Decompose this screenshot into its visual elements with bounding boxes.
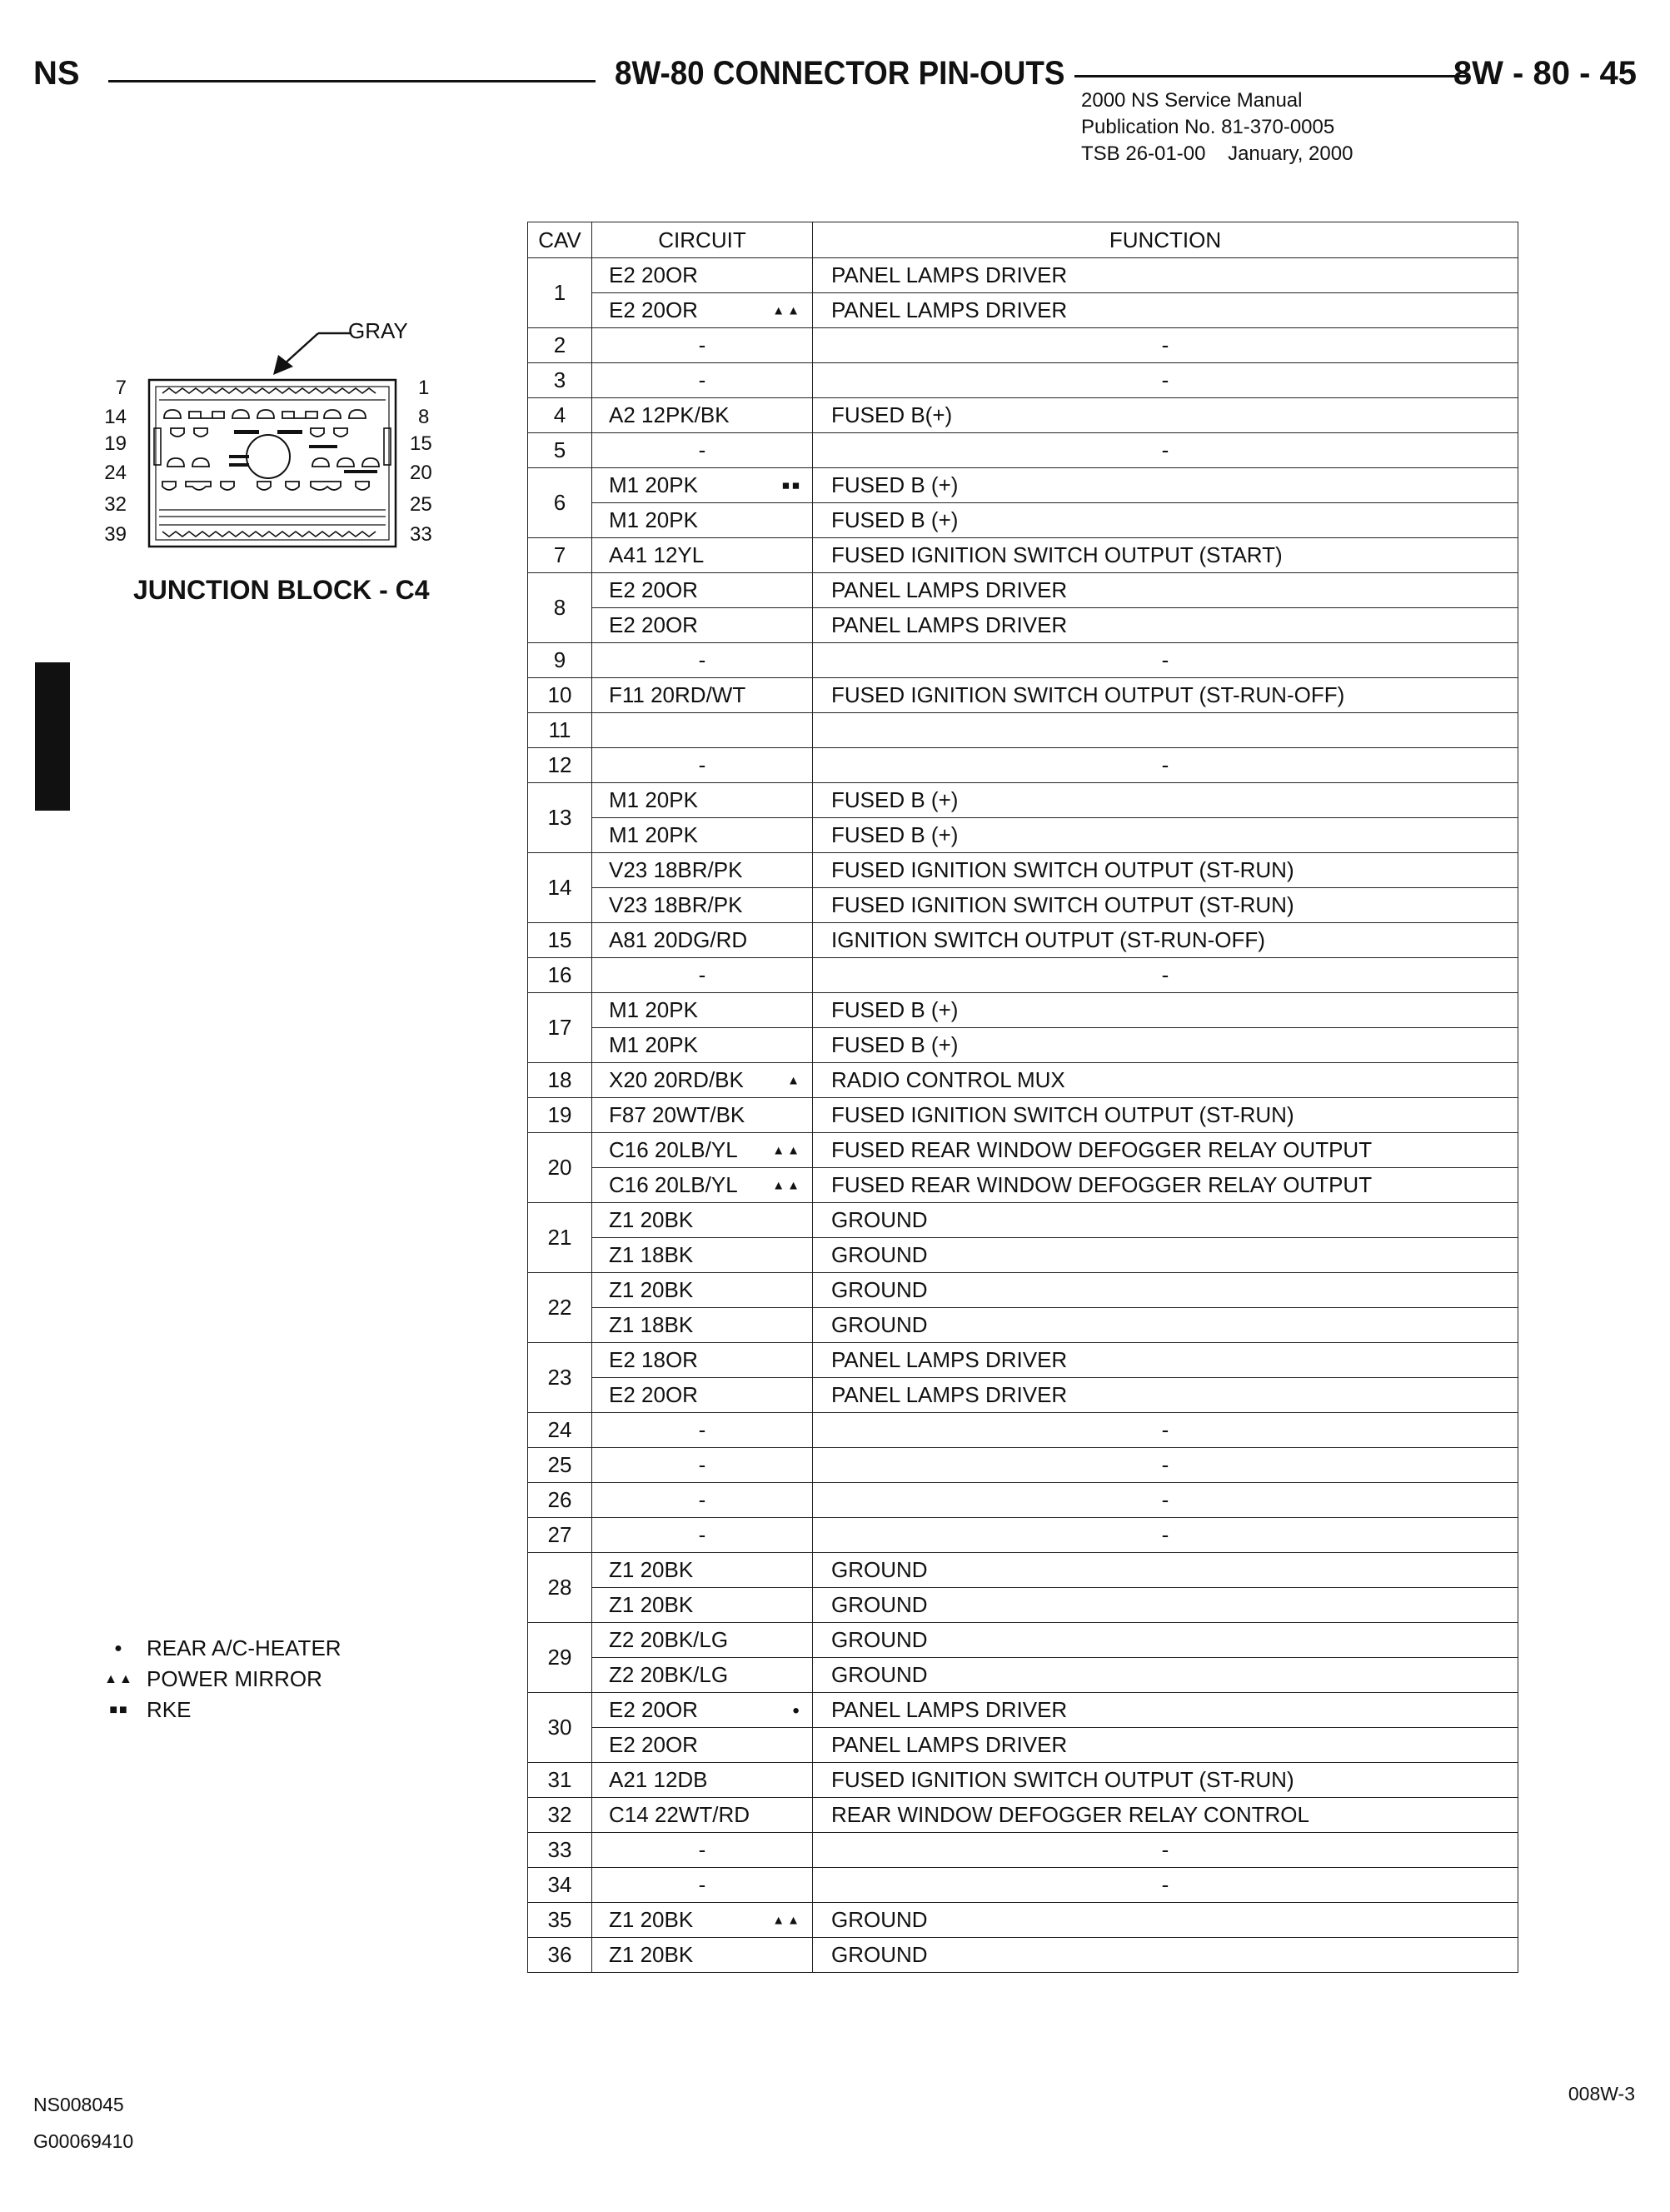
cavity-number: 5 — [528, 433, 592, 468]
cavity-number: 8 — [528, 573, 592, 643]
circuit-code: M1 20PK — [609, 472, 698, 497]
circuit-code: - — [698, 647, 706, 672]
table-row — [528, 573, 1518, 608]
cavity-number: 28 — [528, 1553, 592, 1623]
function-cell: REAR WINDOW DEFOGGER RELAY CONTROL — [813, 1798, 1518, 1833]
circuit-cell — [592, 1308, 813, 1343]
circuit-cell — [592, 1168, 813, 1203]
pin-number: 15 — [410, 432, 432, 455]
circuit-cell — [592, 1623, 813, 1658]
circuit-cell — [592, 1868, 813, 1903]
cavity-number: 25 — [528, 1448, 592, 1483]
circuit-cell — [592, 538, 813, 573]
function-cell: - — [813, 958, 1518, 993]
color-pointer-arrow — [267, 317, 358, 379]
circuit-code: Z1 20BK — [609, 1277, 694, 1302]
cavity-number: 26 — [528, 1483, 592, 1518]
circuit-cell — [592, 1658, 813, 1693]
function-cell: GROUND — [813, 1938, 1518, 1973]
circuit-code: - — [698, 1452, 706, 1477]
circuit-code: - — [698, 1837, 706, 1862]
table-row — [528, 783, 1518, 818]
function-cell: - — [813, 1413, 1518, 1448]
circuit-cell — [592, 468, 813, 503]
circuit-code: E2 20OR — [609, 612, 698, 637]
option-marker-icon: ▲▲ — [772, 303, 802, 317]
circuit-cell — [592, 608, 813, 643]
pub-line: TSB 26-01-00 January, 2000 — [1081, 142, 1353, 165]
table-row — [528, 293, 1518, 328]
circuit-cell — [592, 1798, 813, 1833]
column-header-circuit: CIRCUIT — [592, 222, 813, 258]
circuit-cell — [592, 783, 813, 818]
function-cell: FUSED B (+) — [813, 1028, 1518, 1063]
circuit-cell — [592, 1833, 813, 1868]
function-cell: GROUND — [813, 1903, 1518, 1938]
circuit-code: M1 20PK — [609, 822, 698, 847]
circuit-code: V23 18BR/PK — [609, 857, 743, 882]
function-cell: GROUND — [813, 1238, 1518, 1273]
header-rule-left — [108, 80, 596, 82]
circuit-cell — [592, 643, 813, 678]
doc-code: NS008045 — [33, 2094, 124, 2115]
table-row — [528, 1623, 1518, 1658]
function-cell: FUSED IGNITION SWITCH OUTPUT (ST-RUN) — [813, 888, 1518, 923]
circuit-code: A81 20DG/RD — [609, 927, 748, 952]
table-row — [528, 468, 1518, 503]
table-row — [528, 1203, 1518, 1238]
function-cell: - — [813, 433, 1518, 468]
function-cell: FUSED B (+) — [813, 468, 1518, 503]
circuit-code: C14 22WT/RD — [609, 1802, 750, 1827]
circuit-code: F87 20WT/BK — [609, 1102, 745, 1127]
circuit-cell — [592, 1518, 813, 1553]
circuit-cell — [592, 1553, 813, 1588]
circuit-code: - — [698, 1522, 706, 1547]
table-row — [528, 1728, 1518, 1763]
circuit-cell — [592, 503, 813, 538]
circuit-cell — [592, 993, 813, 1028]
circuit-cell — [592, 1378, 813, 1413]
section-code: NS — [33, 55, 80, 92]
circuit-code: Z1 20BK — [609, 1592, 694, 1617]
circuit-code: F11 20RD/WT — [609, 682, 746, 707]
table-row — [528, 1588, 1518, 1623]
pin-number: 20 — [410, 462, 432, 484]
function-cell: - — [813, 748, 1518, 783]
option-marker-icon: ▲▲ — [772, 1178, 802, 1192]
table-row — [528, 1693, 1518, 1728]
table-row — [528, 1903, 1518, 1938]
table-row — [528, 1868, 1518, 1903]
page-title: 8W-80 CONNECTOR PIN-OUTS — [615, 55, 1065, 92]
circuit-cell — [592, 1133, 813, 1168]
legend-item — [100, 1695, 341, 1725]
table-row — [528, 1133, 1518, 1168]
cavity-number: 12 — [528, 748, 592, 783]
function-cell: - — [813, 1868, 1518, 1903]
function-cell: GROUND — [813, 1273, 1518, 1308]
circuit-code: A21 12DB — [609, 1767, 708, 1792]
circuit-code: - — [698, 962, 706, 987]
cavity-number: 16 — [528, 958, 592, 993]
function-cell: FUSED B (+) — [813, 818, 1518, 853]
table-row — [528, 958, 1518, 993]
function-cell: - — [813, 1518, 1518, 1553]
cavity-number: 6 — [528, 468, 592, 538]
function-cell: - — [813, 1833, 1518, 1868]
circuit-code: M1 20PK — [609, 507, 698, 532]
cavity-number: 22 — [528, 1273, 592, 1343]
circuit-cell — [592, 328, 813, 363]
circuit-code: Z2 20BK/LG — [609, 1662, 729, 1687]
table-row — [528, 538, 1518, 573]
option-marker-icon: ▲▲ — [772, 1143, 802, 1157]
circuit-cell — [592, 1483, 813, 1518]
function-cell: RADIO CONTROL MUX — [813, 1063, 1518, 1098]
circuit-code: E2 20OR — [609, 262, 698, 287]
circuit-code: E2 20OR — [609, 1382, 698, 1407]
circuit-cell — [592, 1938, 813, 1973]
function-cell: GROUND — [813, 1658, 1518, 1693]
function-cell: FUSED IGNITION SWITCH OUTPUT (START) — [813, 538, 1518, 573]
circuit-code: X20 20RD/BK — [609, 1067, 744, 1092]
table-row — [528, 1343, 1518, 1378]
option-marker-icon: ● — [791, 1703, 802, 1717]
circuit-code: Z2 20BK/LG — [609, 1627, 729, 1652]
circuit-cell — [592, 1693, 813, 1728]
section-tab-marker — [35, 662, 70, 811]
cavity-number: 33 — [528, 1833, 592, 1868]
cavity-number: 24 — [528, 1413, 592, 1448]
cavity-number: 2 — [528, 328, 592, 363]
publication-info — [1081, 87, 1353, 167]
circuit-cell — [592, 748, 813, 783]
table-row — [528, 923, 1518, 958]
table-row — [528, 433, 1518, 468]
circuit-code: - — [698, 1872, 706, 1897]
function-cell: FUSED IGNITION SWITCH OUTPUT (ST-RUN) — [813, 1098, 1518, 1133]
circuit-cell — [592, 1588, 813, 1623]
pin-number: 25 — [410, 493, 432, 516]
function-cell: PANEL LAMPS DRIVER — [813, 1343, 1518, 1378]
function-cell: - — [813, 328, 1518, 363]
function-cell: FUSED B (+) — [813, 783, 1518, 818]
circuit-cell — [592, 1203, 813, 1238]
table-row — [528, 818, 1518, 853]
function-cell: FUSED B (+) — [813, 503, 1518, 538]
function-cell: FUSED IGNITION SWITCH OUTPUT (ST-RUN) — [813, 853, 1518, 888]
legend-label: RKE — [147, 1697, 192, 1722]
cavity-number: 3 — [528, 363, 592, 398]
table-row — [528, 853, 1518, 888]
cavity-number: 7 — [528, 538, 592, 573]
circuit-code: E2 20OR — [609, 1697, 698, 1722]
option-legend — [100, 1633, 341, 1725]
table-row — [528, 888, 1518, 923]
function-cell: - — [813, 1483, 1518, 1518]
table-row — [528, 328, 1518, 363]
function-cell: GROUND — [813, 1203, 1518, 1238]
circuit-code: C16 20LB/YL — [609, 1172, 738, 1197]
table-row — [528, 1273, 1518, 1308]
table-row — [528, 993, 1518, 1028]
circuit-cell — [592, 363, 813, 398]
function-cell: FUSED IGNITION SWITCH OUTPUT (ST-RUN-OFF) — [813, 678, 1518, 713]
function-cell: GROUND — [813, 1623, 1518, 1658]
table-row — [528, 1238, 1518, 1273]
cavity-number: 31 — [528, 1763, 592, 1798]
circuit-cell — [592, 1098, 813, 1133]
circuit-cell — [592, 818, 813, 853]
option-marker-icon: ▲ — [787, 1073, 802, 1087]
table-row — [528, 1658, 1518, 1693]
function-cell: FUSED REAR WINDOW DEFOGGER RELAY OUTPUT — [813, 1133, 1518, 1168]
double-square-symbol: ■■ — [109, 1703, 129, 1717]
legend-item — [100, 1633, 341, 1664]
pin-number: 32 — [104, 493, 127, 516]
circuit-cell — [592, 433, 813, 468]
function-cell: FUSED REAR WINDOW DEFOGGER RELAY OUTPUT — [813, 1168, 1518, 1203]
circuit-cell — [592, 923, 813, 958]
circuit-cell — [592, 1238, 813, 1273]
cavity-number: 23 — [528, 1343, 592, 1413]
circuit-code: M1 20PK — [609, 1032, 698, 1057]
table-row — [528, 398, 1518, 433]
pin-number: 7 — [115, 377, 127, 399]
circuit-code: M1 20PK — [609, 997, 698, 1022]
cavity-number: 13 — [528, 783, 592, 853]
bullet-symbol: ● — [114, 1641, 124, 1655]
table-row — [528, 1098, 1518, 1133]
cavity-number: 17 — [528, 993, 592, 1063]
pin-number: 1 — [418, 377, 430, 399]
circuit-code: Z1 20BK — [609, 1207, 694, 1232]
legend-item — [100, 1664, 341, 1695]
cavity-number: 35 — [528, 1903, 592, 1938]
function-cell: FUSED B (+) — [813, 993, 1518, 1028]
table-row — [528, 748, 1518, 783]
circuit-code: - — [698, 752, 706, 777]
doc-page-code: 008W-3 — [1568, 2083, 1635, 2105]
circuit-code: - — [698, 1417, 706, 1442]
table-row — [528, 258, 1518, 293]
function-cell: IGNITION SWITCH OUTPUT (ST-RUN-OFF) — [813, 923, 1518, 958]
table-row — [528, 678, 1518, 713]
pin-number: 24 — [104, 462, 127, 484]
function-cell: PANEL LAMPS DRIVER — [813, 1728, 1518, 1763]
double-triangle-symbol: ▲▲ — [104, 1672, 134, 1686]
circuit-code: Z1 20BK — [609, 1907, 694, 1932]
cavity-number: 15 — [528, 923, 592, 958]
table-row — [528, 1308, 1518, 1343]
cavity-number: 27 — [528, 1518, 592, 1553]
pin-number: 19 — [104, 432, 127, 455]
circuit-cell — [592, 1063, 813, 1098]
circuit-code: Z1 18BK — [609, 1312, 694, 1337]
pub-line: 2000 NS Service Manual — [1081, 89, 1303, 112]
circuit-cell — [592, 713, 813, 748]
table-row — [528, 1798, 1518, 1833]
function-cell: GROUND — [813, 1553, 1518, 1588]
legend-label: POWER MIRROR — [147, 1666, 322, 1691]
circuit-code: - — [698, 437, 706, 462]
pinout-table — [527, 222, 1518, 1973]
circuit-code: - — [698, 1487, 706, 1512]
pin-number: 8 — [418, 406, 430, 428]
table-row — [528, 1833, 1518, 1868]
table-row — [528, 1028, 1518, 1063]
circuit-cell — [592, 1448, 813, 1483]
table-row — [528, 1518, 1518, 1553]
function-cell: - — [813, 1448, 1518, 1483]
column-header-cav: CAV — [528, 222, 592, 258]
cavity-number: 4 — [528, 398, 592, 433]
circuit-cell — [592, 853, 813, 888]
circuit-cell — [592, 1273, 813, 1308]
page-number: 8W - 80 - 45 — [1453, 55, 1637, 92]
connector-color-label: GRAY — [348, 318, 408, 343]
table-row — [528, 363, 1518, 398]
circuit-cell — [592, 958, 813, 993]
pin-number: 14 — [104, 406, 127, 428]
circuit-code: - — [698, 332, 706, 357]
cavity-number: 11 — [528, 713, 592, 748]
cavity-number: 9 — [528, 643, 592, 678]
function-cell: FUSED B(+) — [813, 398, 1518, 433]
circuit-cell — [592, 293, 813, 328]
function-cell: FUSED IGNITION SWITCH OUTPUT (ST-RUN) — [813, 1763, 1518, 1798]
table-row — [528, 1553, 1518, 1588]
circuit-cell — [592, 573, 813, 608]
pin-number: 33 — [410, 523, 432, 546]
circuit-cell — [592, 398, 813, 433]
cavity-number: 1 — [528, 258, 592, 328]
circuit-code: Z1 18BK — [609, 1242, 694, 1267]
cavity-number: 14 — [528, 853, 592, 923]
table-row — [528, 1413, 1518, 1448]
function-cell — [813, 713, 1518, 748]
function-cell: PANEL LAMPS DRIVER — [813, 293, 1518, 328]
circuit-cell — [592, 1763, 813, 1798]
circuit-code: E2 18OR — [609, 1347, 698, 1372]
function-cell: GROUND — [813, 1588, 1518, 1623]
circuit-code: E2 20OR — [609, 297, 698, 322]
cavity-number: 36 — [528, 1938, 592, 1973]
function-cell: PANEL LAMPS DRIVER — [813, 608, 1518, 643]
connector-caption: JUNCTION BLOCK - C4 — [133, 575, 430, 605]
circuit-cell — [592, 1903, 813, 1938]
table-body — [528, 258, 1518, 1973]
circuit-code: Z1 20BK — [609, 1557, 694, 1582]
pub-line: Publication No. 81-370-0005 — [1081, 116, 1335, 138]
connector-face-diagram — [146, 377, 400, 552]
circuit-code: M1 20PK — [609, 787, 698, 812]
function-cell: - — [813, 363, 1518, 398]
table-row — [528, 608, 1518, 643]
circuit-cell — [592, 1728, 813, 1763]
pin-number: 39 — [104, 523, 127, 546]
table-row — [528, 1938, 1518, 1973]
cavity-number: 32 — [528, 1798, 592, 1833]
table-row — [528, 643, 1518, 678]
table-row — [528, 1448, 1518, 1483]
doc-code-secondary: G00069410 — [33, 2130, 134, 2152]
circuit-code: A41 12YL — [609, 542, 705, 567]
table-row — [528, 1378, 1518, 1413]
circuit-cell — [592, 1343, 813, 1378]
cavity-number: 18 — [528, 1063, 592, 1098]
circuit-cell — [592, 1028, 813, 1063]
circuit-code: - — [698, 367, 706, 392]
header-rule-right — [1074, 75, 1466, 77]
table-row — [528, 1483, 1518, 1518]
function-cell: PANEL LAMPS DRIVER — [813, 573, 1518, 608]
table-row — [528, 1168, 1518, 1203]
circuit-code: C16 20LB/YL — [609, 1137, 738, 1162]
circuit-code: E2 20OR — [609, 1732, 698, 1757]
option-marker-icon: ▲▲ — [772, 1913, 802, 1927]
cavity-number: 30 — [528, 1693, 592, 1763]
table-row — [528, 1063, 1518, 1098]
function-cell: GROUND — [813, 1308, 1518, 1343]
circuit-code: V23 18BR/PK — [609, 892, 743, 917]
table-header-row — [528, 222, 1518, 258]
circuit-code: A2 12PK/BK — [609, 402, 730, 427]
circuit-cell — [592, 678, 813, 713]
function-cell: PANEL LAMPS DRIVER — [813, 1693, 1518, 1728]
function-cell: PANEL LAMPS DRIVER — [813, 258, 1518, 293]
function-cell: - — [813, 643, 1518, 678]
circuit-code: Z1 20BK — [609, 1942, 694, 1967]
table-row — [528, 503, 1518, 538]
circuit-cell — [592, 258, 813, 293]
circuit-code: E2 20OR — [609, 577, 698, 602]
option-marker-icon: ■■ — [781, 478, 802, 492]
cavity-number: 29 — [528, 1623, 592, 1693]
column-header-function: FUNCTION — [813, 222, 1518, 258]
cavity-number: 34 — [528, 1868, 592, 1903]
function-cell: PANEL LAMPS DRIVER — [813, 1378, 1518, 1413]
cavity-number: 19 — [528, 1098, 592, 1133]
cavity-number: 21 — [528, 1203, 592, 1273]
table-row — [528, 1763, 1518, 1798]
circuit-cell — [592, 888, 813, 923]
legend-label: REAR A/C-HEATER — [147, 1635, 341, 1660]
cavity-number: 20 — [528, 1133, 592, 1203]
cavity-number: 10 — [528, 678, 592, 713]
table-row — [528, 713, 1518, 748]
circuit-cell — [592, 1413, 813, 1448]
